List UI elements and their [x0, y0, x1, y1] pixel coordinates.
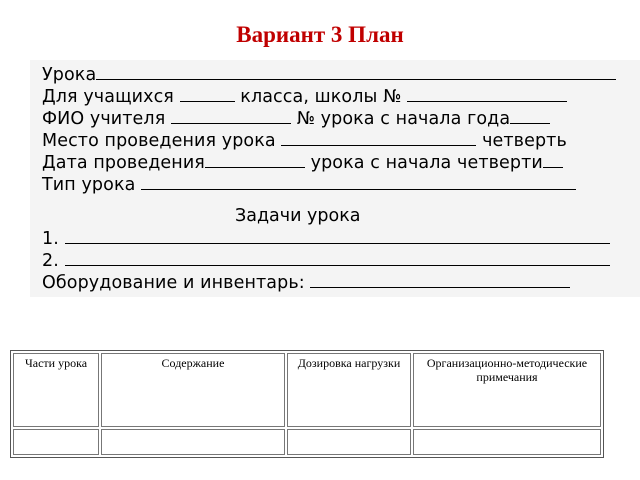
cell-content[interactable]: [101, 429, 285, 455]
date-label: Дата проведения: [42, 153, 205, 173]
teacher-label: ФИО учителя: [42, 109, 166, 129]
task1-label: 1.: [42, 229, 59, 249]
equipment-row: [42, 272, 570, 293]
quarter-label: четверть: [482, 131, 567, 151]
tasks-heading: Задачи урока: [235, 206, 361, 226]
students-row: [42, 86, 567, 107]
task2-blank[interactable]: [65, 250, 610, 266]
class-blank[interactable]: [180, 86, 235, 102]
header-content: Содержание: [101, 353, 285, 427]
class-school-label: класса, школы №: [240, 87, 402, 107]
task2-row: [42, 250, 610, 271]
header-notes: Организационно-методические примечания: [413, 353, 601, 427]
school-blank[interactable]: [407, 86, 567, 102]
table-header-row: [13, 353, 601, 427]
task1-row: [42, 228, 610, 249]
cell-dosage[interactable]: [287, 429, 411, 455]
task2-label: 2.: [42, 251, 59, 271]
lesson-row: [42, 64, 616, 85]
type-label: Тип урока: [42, 175, 136, 195]
header-parts: Части урока: [13, 353, 99, 427]
date-blank[interactable]: [205, 152, 305, 168]
teacher-row: [42, 108, 550, 129]
table-row: [13, 429, 601, 455]
place-label: Место проведения урока: [42, 131, 276, 151]
lesson-blank[interactable]: [96, 64, 616, 80]
lesson-quarter-blank[interactable]: [543, 152, 563, 168]
equipment-blank[interactable]: [310, 272, 570, 288]
task1-blank[interactable]: [65, 228, 610, 244]
cell-parts[interactable]: [13, 429, 99, 455]
equipment-label: Оборудование и инвентарь:: [42, 273, 305, 293]
page-title: Вариант 3 План: [236, 22, 404, 47]
place-blank[interactable]: [281, 130, 476, 146]
type-row: [42, 174, 576, 195]
lesson-plan-table: [10, 350, 604, 458]
students-label: Для учащихся: [42, 87, 174, 107]
type-blank[interactable]: [141, 174, 576, 190]
teacher-blank[interactable]: [171, 108, 291, 124]
place-row: [42, 130, 567, 151]
lesson-form: [30, 60, 640, 297]
lesson-num-blank[interactable]: [510, 108, 550, 124]
date-row: [42, 152, 563, 173]
lesson-num-label: № урока с начала года: [296, 109, 511, 129]
lesson-label: Урока: [42, 65, 97, 85]
lesson-quarter-label: урока с начала четверти: [310, 153, 543, 173]
header-dosage: Дозировка нагрузки: [287, 353, 411, 427]
cell-notes[interactable]: [413, 429, 601, 455]
